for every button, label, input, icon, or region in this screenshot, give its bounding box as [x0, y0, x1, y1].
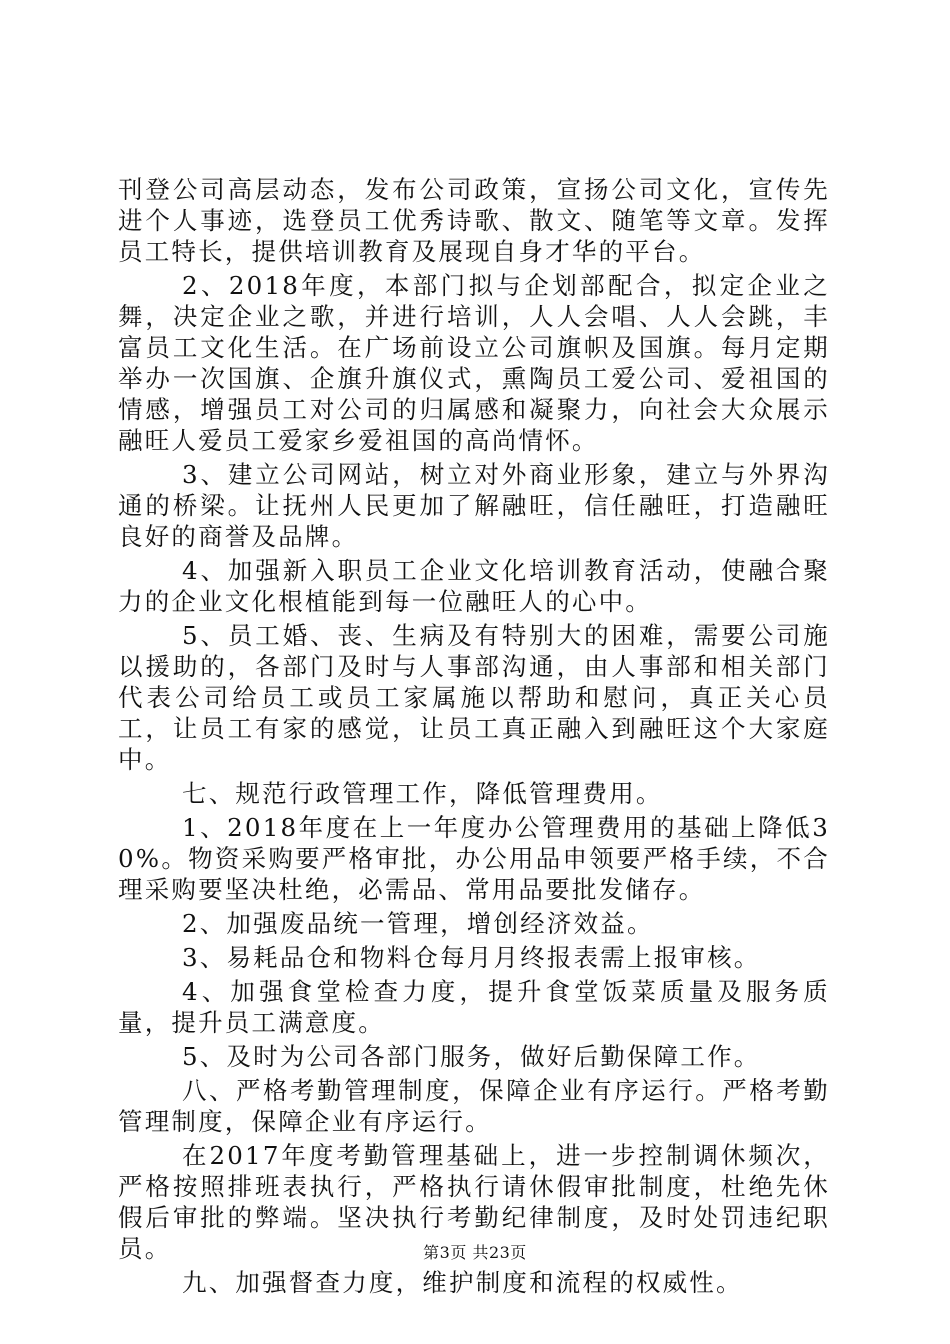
section-heading-9-supervision: 九、加强督查力度，维护制度和流程的权威性。 — [182, 1268, 743, 1297]
paragraph-item-2-corporate-dance-song: 2、2018年度，本部门拟与企划部配合，拟定企业之舞，决定企业之歌，并进行培训，人人会唱、人人会跳，丰富员工文化生活。在广场前设立公司旗帜及国旗。每月定期举办一次国旗、企旗升旗仪式，熏陶员工爱公司、爱祖国的情感，增强员工对公司的归属感和凝聚力，向社会大众展示融旺人爱员工爱家乡爱祖国的高尚情怀。 — [118, 271, 830, 455]
paragraph-item-3-company-website: 3、建立公司网站，树立对外商业形象，建立与外界沟通的桥梁。让抚州人民更加了解融旺，信任融旺，打造融旺良好的商誉及品牌。 — [118, 460, 830, 551]
paragraph-item-1-reduce-costs: 1、2018年度在上一年度办公管理费用的基础上降低30%。物资采购要严格审批，办公用品申领要严格手续，不合理采购要坚决杜绝，必需品、常用品要批发储存。 — [118, 813, 830, 904]
paragraph-item-3-warehouse-reports: 3、易耗品仓和物料仓每月月终报表需上报审核。 — [182, 943, 761, 972]
page-number-footer: 第3页 共23页 — [423, 1243, 527, 1262]
paragraph-item-5-logistics-support: 5、及时为公司各部门服务，做好后勤保障工作。 — [182, 1042, 761, 1071]
document-body — [118, 174, 830, 1298]
paragraph-item-4-culture-training: 4、加强新入职员工企业文化培训教育活动，使融合聚力的企业文化根植能到每一位融旺人的心中。 — [118, 556, 830, 616]
paragraph-item-5-employee-care: 5、员工婚、丧、生病及有特别大的困难，需要公司施以援助的，各部门及时与人事部沟通，由人事部和相关部门代表公司给员工或员工家属施以帮助和慰问，真正关心员工，让员工有家的感觉，让员工真正融入到融旺这个大家庭中。 — [118, 621, 830, 774]
section-heading-8-attendance: 八、严格考勤管理制度，保障企业有序运行。严格考勤管理制度，保障企业有序运行。 — [118, 1076, 830, 1136]
paragraph-attendance-details: 在2017年度考勤管理基础上，进一步控制调休频次，严格按照排班表执行，严格执行请休假审批制度，杜绝先休假后审批的弊端。坚决执行考勤纪律制度，及时处罚违纪职员。 — [118, 1141, 830, 1263]
paragraph-publication-content: 刊登公司高层动态，发布公司政策，宣扬公司文化，宣传先进个人事迹，选登员工优秀诗歌、散文、随笔等文章。发挥员工特长，提供培训教育及展现自身才华的平台。 — [118, 175, 830, 266]
section-heading-7-admin-management: 七、规范行政管理工作，降低管理费用。 — [182, 779, 663, 808]
paragraph-item-4-canteen-inspection: 4、加强食堂检查力度，提升食堂饭菜质量及服务质量，提升员工满意度。 — [118, 977, 830, 1037]
paragraph-item-2-waste-management: 2、加强废品统一管理，增创经济效益。 — [182, 909, 654, 938]
